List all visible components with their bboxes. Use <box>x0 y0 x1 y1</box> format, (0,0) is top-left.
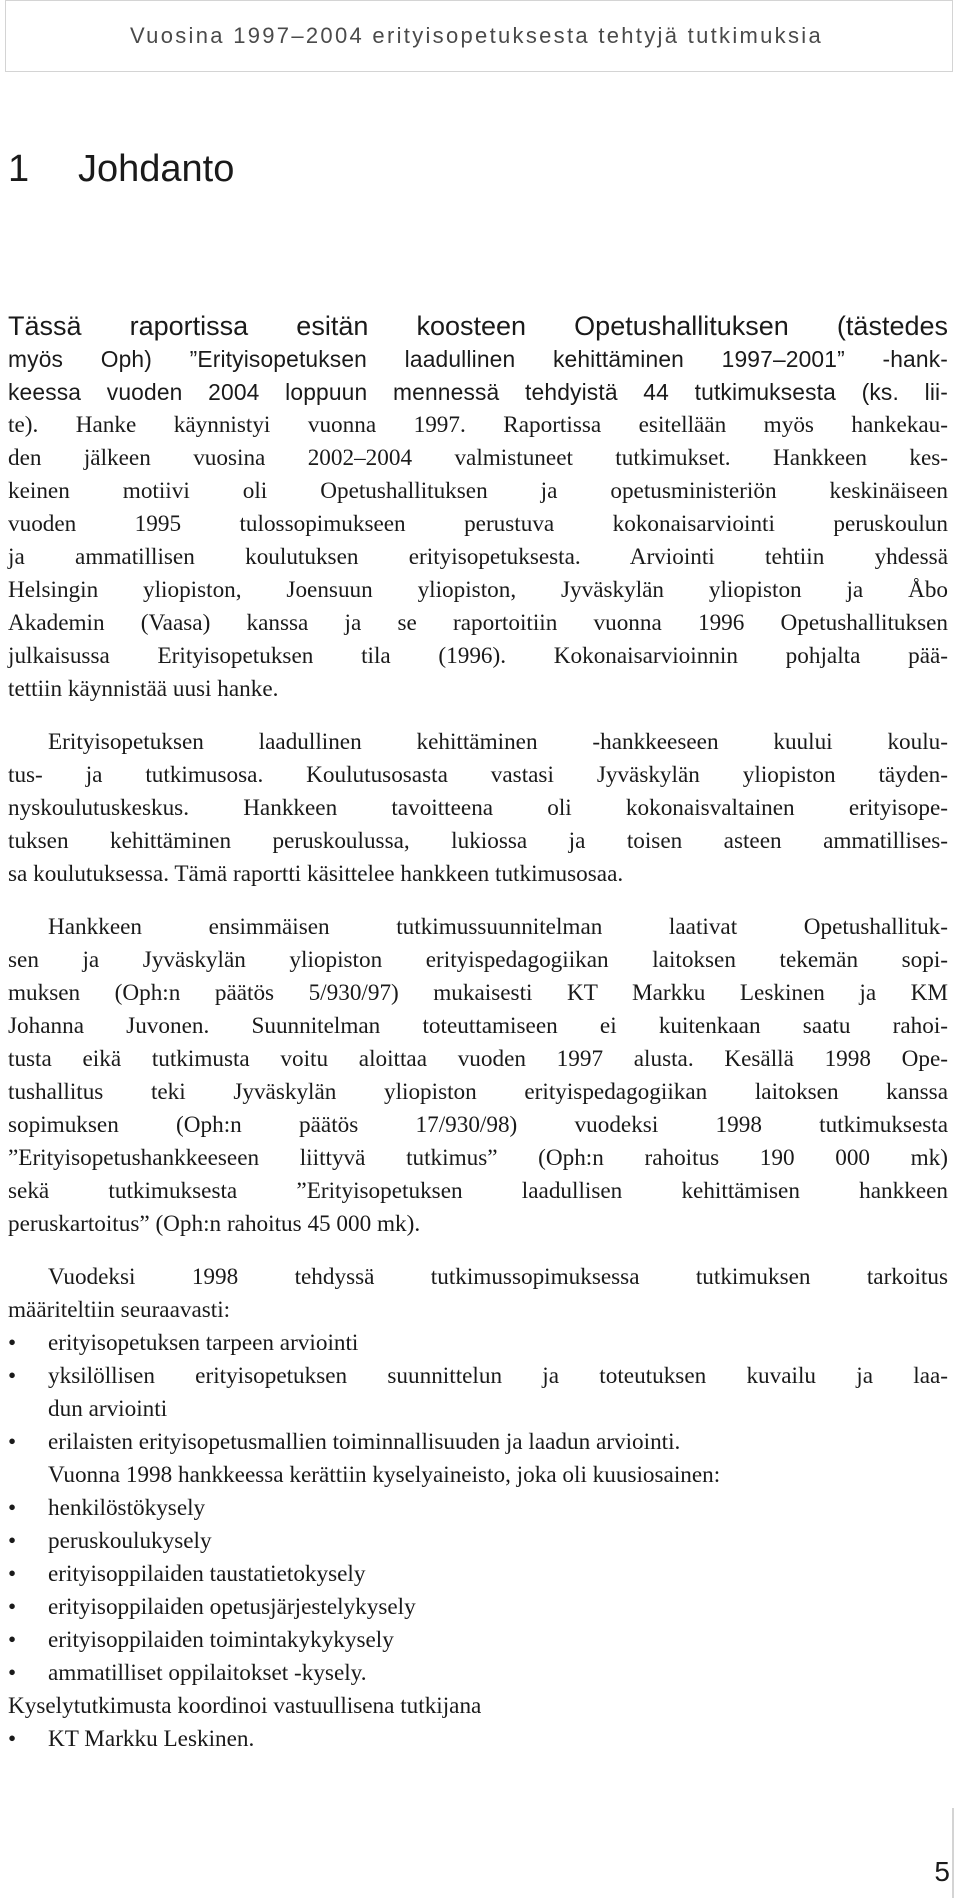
text-line: nyskoulutuskeskus. Hankkeen tavoitteena oli kokonaisvaltainen erityisope- <box>8 795 948 821</box>
text-line: sen ja Jyväskylän yliopiston erityispedagogiikan laitoksen tekemän sopi- <box>8 947 948 973</box>
list-item <box>8 1492 948 1525</box>
text-line: muksen (Oph:n päätös 5/930/97) mukaisesti KT Markku Leskinen ja KM <box>8 980 948 1006</box>
text-line: määriteltiin seuraavasti: <box>8 1297 231 1323</box>
text-line: tus- ja tutkimusosa. Koulutusosasta vastasi Jyväskylän yliopiston täyden- <box>8 762 948 788</box>
text-line: den jälkeen vuosina 2002–2004 valmistuneet tutkimukset. Hankkeen kes- <box>8 445 948 471</box>
page-number: 5 <box>934 1856 950 1887</box>
text-line: erityisopetuksen tarpeen arviointi <box>48 1330 359 1356</box>
list-item <box>8 1657 948 1690</box>
text-line: tuksen kehittäminen peruskoulussa, lukiossa ja toisen asteen ammatillises- <box>8 828 948 854</box>
body-text <box>8 310 948 1756</box>
list-item <box>8 1624 948 1657</box>
bullet-icon: • <box>8 1594 17 1620</box>
text-line: ja ammatillisen koulutuksen erityisopetuksesta. Arviointi tehtiin yhdessä <box>8 544 948 570</box>
paragraph-project-structure <box>8 726 948 891</box>
list-item <box>8 1426 948 1459</box>
survey-item: henkilöstökysely <box>48 1495 206 1521</box>
text-line: Vuodeksi 1998 tehdyssä tutkimussopimuksessa tutkimuksen tarkoitus <box>48 1264 948 1290</box>
paragraph-research-plan <box>8 911 948 1241</box>
chapter-heading <box>8 148 234 191</box>
coordinator-list <box>8 1723 948 1756</box>
chapter-title: Johdanto <box>78 148 235 190</box>
bullet-icon: • <box>8 1726 17 1752</box>
bullet-icon: • <box>8 1528 17 1554</box>
bullet-icon: • <box>8 1495 17 1521</box>
bullet-icon: • <box>8 1429 17 1455</box>
text-line: tettiin käynnistää uusi hanke. <box>8 676 279 702</box>
survey-intro: Vuonna 1998 hankkeessa kerättiin kyselyaineisto, joka oli kuusiosainen: <box>48 1462 721 1488</box>
text-line: keinen motiivi oli Opetushallituksen ja opetusministeriön keskinäiseen <box>8 478 948 504</box>
text-line: tusta eikä tutkimusta voitu aloittaa vuoden 1997 alusta. Kesällä 1998 Ope- <box>8 1046 948 1072</box>
text-line: tushallitus teki Jyväskylän yliopiston erityispedagogiikan laitoksen kanssa <box>8 1079 948 1105</box>
text-line: Akademin (Vaasa) kanssa ja se raportoitiin vuonna 1996 Opetushallituksen <box>8 610 948 636</box>
coordinator-intro: Kyselytutkimusta koordinoi vastuullisena tutkijana <box>8 1693 482 1719</box>
text-line: Tässä raportissa esitän koosteen Opetushallituksen (tästedes <box>8 311 948 341</box>
text-line: keessa vuoden 2004 loppuun mennessä tehdyistä 44 tutkimuksesta (ks. lii- <box>8 379 948 405</box>
list-item <box>8 1360 948 1426</box>
paragraph-intro <box>8 310 948 706</box>
text-line: dun arviointi <box>48 1396 168 1422</box>
text-line: te). Hanke käynnistyi vuonna 1997. Raportissa esitellään myös hankekau- <box>8 412 948 438</box>
purpose-list <box>8 1327 948 1459</box>
survey-item: erityisoppilaiden toimintakykykysely <box>48 1627 394 1653</box>
survey-list <box>8 1492 948 1690</box>
bullet-icon: • <box>8 1627 17 1653</box>
running-header-text: Vuosina 1997–2004 erityisopetuksesta tehtyjä tutkimuksia <box>130 23 823 48</box>
list-item <box>8 1558 948 1591</box>
text-line: Hankkeen ensimmäisen tutkimussuunnitelman laativat Opetushallituk- <box>48 914 948 940</box>
text-line: Erityisopetuksen laadullinen kehittäminen -hankkeeseen kuului koulu- <box>48 729 948 755</box>
page-edge-rule <box>952 1808 954 1898</box>
text-line: sopimuksen (Oph:n päätös 17/930/98) vuodeksi 1998 tutkimuksesta <box>8 1112 948 1138</box>
bullet-icon: • <box>8 1660 17 1686</box>
bullet-icon: • <box>8 1363 17 1389</box>
text-line: yksilöllisen erityisopetuksen suunnittelun ja toteutuksen kuvailu ja laa- <box>48 1363 948 1389</box>
list-item <box>8 1591 948 1624</box>
text-line: sa koulutuksessa. Tämä raportti käsittelee hankkeen tutkimusosaa. <box>8 861 624 887</box>
text-line: julkaisussa Erityisopetuksen tila (1996). Kokonaisarvioinnin pohjalta pää- <box>8 643 948 669</box>
running-header <box>5 0 953 72</box>
text-line: Johanna Juvonen. Suunnitelman toteuttamiseen ei kuitenkaan saatu rahoi- <box>8 1013 948 1039</box>
bullet-icon: • <box>8 1561 17 1587</box>
text-line: Helsingin yliopiston, Joensuun yliopiston, Jyväskylän yliopiston ja Åbo <box>8 577 948 603</box>
survey-item: erityisoppilaiden taustatietokysely <box>48 1561 366 1587</box>
survey-item: ammatilliset oppilaitokset -kysely. <box>48 1660 367 1686</box>
list-item <box>8 1723 948 1756</box>
list-item <box>8 1327 948 1360</box>
chapter-number: 1 <box>8 148 30 190</box>
text-line: ”Erityisopetushankkeeseen liittyvä tutkimus” (Oph:n rahoitus 190 000 mk) <box>8 1145 948 1171</box>
bullet-icon: • <box>8 1330 17 1356</box>
coordinator-name: KT Markku Leskinen. <box>48 1726 255 1752</box>
list-item <box>8 1525 948 1558</box>
survey-item: erityisoppilaiden opetusjärjestelykysely <box>48 1594 416 1620</box>
text-line: sekä tutkimuksesta ”Erityisopetuksen laadullisen kehittämisen hankkeen <box>8 1178 948 1204</box>
survey-item: peruskoulukysely <box>48 1528 212 1554</box>
text-line: peruskartoitus” (Oph:n rahoitus 45 000 mk). <box>8 1211 421 1237</box>
text-line: erilaisten erityisopetusmallien toiminnallisuuden ja laadun arviointi. <box>48 1429 681 1455</box>
text-line: vuoden 1995 tulossopimukseen perustuva kokonaisarviointi peruskoulun <box>8 511 948 537</box>
paragraph-research-purpose <box>8 1261 948 1327</box>
text-line: myös Oph) ”Erityisopetuksen laadullinen kehittäminen 1997–2001” -hank- <box>8 346 948 372</box>
